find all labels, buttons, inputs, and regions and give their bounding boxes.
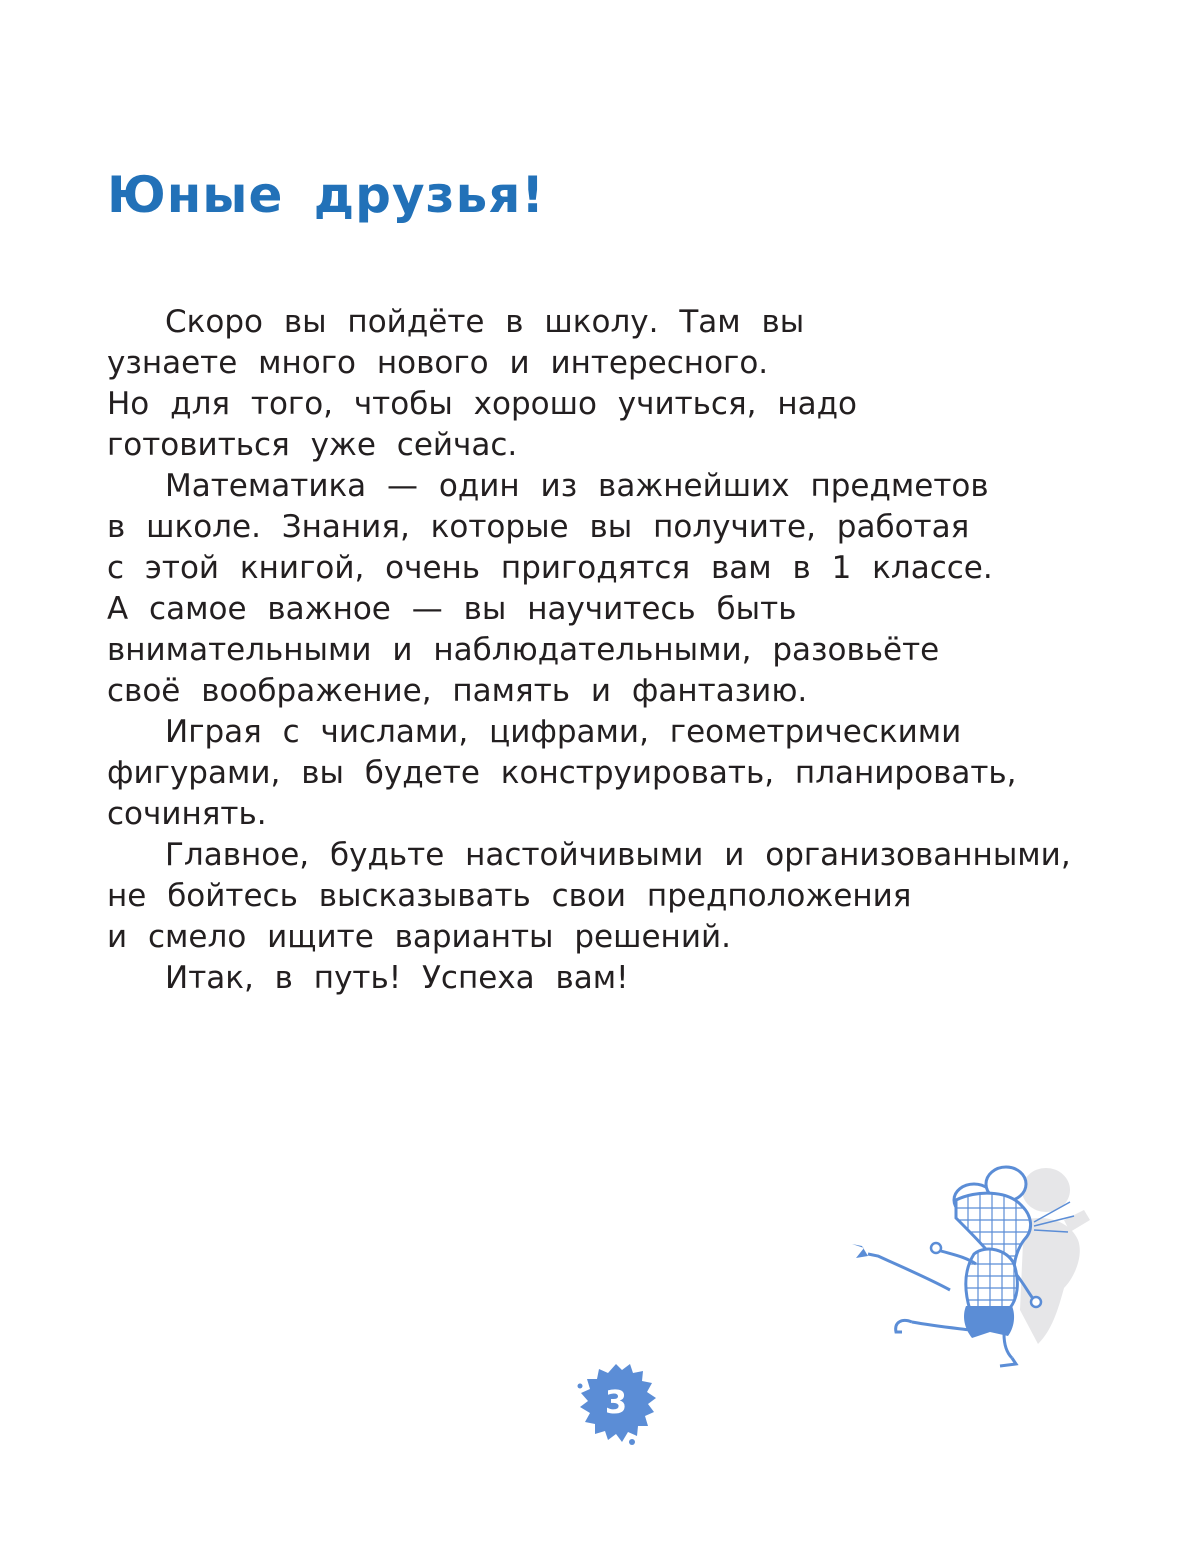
paragraph-line: сочинять. bbox=[107, 796, 267, 832]
paragraph-line: Математика — один из важнейших предметов bbox=[165, 468, 989, 504]
paragraph-line: фигурами, вы будете конструировать, планировать, bbox=[107, 755, 1017, 791]
mouse-tail bbox=[868, 1254, 950, 1290]
tail-tip bbox=[852, 1244, 868, 1258]
mouse-leg-left bbox=[912, 1322, 970, 1330]
paragraph-line: готовиться уже сейчас. bbox=[107, 427, 518, 463]
paragraph-line: А самое важное — вы научитесь быть bbox=[107, 591, 797, 627]
paragraph-line: своё воображение, память и фантазию. bbox=[107, 673, 808, 709]
page-number: 3 bbox=[604, 1383, 628, 1421]
running-mouse-illustration bbox=[838, 1160, 1100, 1370]
paragraph-line: узнаете много нового и интересного. bbox=[107, 345, 769, 381]
mouse-shadow bbox=[1020, 1168, 1090, 1344]
paragraph-line: и смело ищите варианты решений. bbox=[107, 919, 731, 955]
page-title: Юные друзья! bbox=[107, 166, 546, 224]
paragraph-line: Играя с числами, цифрами, геометрическими bbox=[165, 714, 962, 750]
paragraph-line: внимательными и наблюдательными, разовьёте bbox=[107, 632, 940, 668]
mouse-leg-right bbox=[1004, 1334, 1012, 1358]
page-number-badge bbox=[572, 1358, 660, 1446]
paragraph-line: Главное, будьте настойчивыми и организованными, bbox=[165, 837, 1071, 873]
paragraph-line: Но для того, чтобы хорошо учиться, надо bbox=[107, 386, 857, 422]
paragraph-line: в школе. Знания, которые вы получите, работая bbox=[107, 509, 970, 545]
paragraph-line: Итак, в путь! Успеха вам! bbox=[165, 960, 629, 996]
paragraph-line: Скоро вы пойдёте в школу. Там вы bbox=[165, 304, 805, 340]
paragraph-line: не бойтесь высказывать свои предположения bbox=[107, 878, 912, 914]
paragraph-line: с этой книгой, очень пригодятся вам в 1 классе. bbox=[107, 550, 993, 586]
mouse-body bbox=[966, 1249, 1017, 1310]
mouse-arm-left bbox=[938, 1250, 976, 1264]
mouse-shorts bbox=[964, 1306, 1014, 1338]
